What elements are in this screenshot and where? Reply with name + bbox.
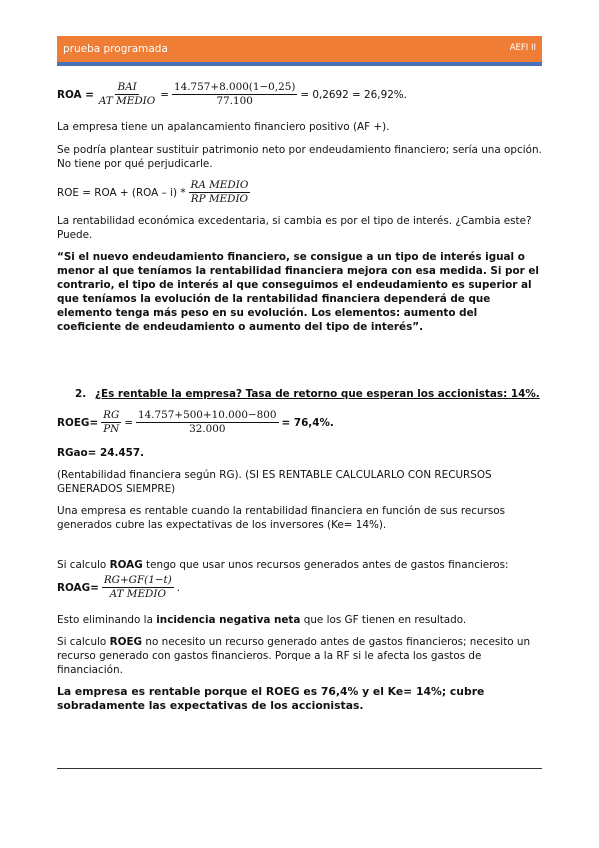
equals-sign: = [160,88,169,101]
roa-result: = 0,2692 = 26,92%. [300,88,407,101]
quote-paragraph: “Si el nuevo endeudamiento financiero, se consigue a un tipo de interés igual o menor al que teníamos la rentabilidad financiera mejora con esa medida. Si por el contrario, el tipo de interés al que conseguimos el endeudamiento es superior al que teníamos la evolución de la rentabilidad financiera dependerá de que elemento tenga más peso en su evolución. Los elementos: aumento del coeficiente de endeudamiento o aumento del tipo de interés”. [57,251,539,333]
fraction-numerator: 14.757+8.000(1−0,25) [174,81,296,93]
roag-end: . [176,581,181,594]
header-accent-bar [57,62,542,66]
equals-sign: = [124,416,134,429]
paragraph-empresa-rentable: Una empresa es rentable cuando la rentabilidad financiera en función de sus recursos generados cubre las expectativas de los inversores (Ke= 14%). [57,505,506,531]
paragraph-rentabilidad: La rentabilidad económica excedentaria, si cambia es por el tipo de interés. ¿Cambia este? Puede. [57,215,532,241]
fraction-denominator: 77.100 [216,95,253,107]
conclusion-paragraph: La empresa es rentable porque el ROEG es 76,4% y el Ke= 14%; cubre sobradamente las expectativas de los accionistas. [57,685,485,712]
header-title: prueba programada [63,43,168,55]
roa-formula [57,81,542,108]
fraction-denominator: 32.000 [189,423,226,435]
section-number: 2. [75,388,87,400]
roe-text: ROE = ROA + (ROA – i) * [57,186,186,199]
section-title: ¿Es rentable la empresa? Tasa de retorno que esperan los accionistas: 14%. [95,388,540,400]
roeg-fraction-2 [136,409,279,436]
paragraph-apalancamiento: La empresa tiene un apalancamiento financiero positivo (AF +). [57,121,390,133]
roeg-fraction-1 [101,409,121,436]
fraction-numerator: RG [103,409,120,421]
fraction-numerator: BAI [117,81,137,93]
paragraph-rg-note: (Rentabilidad financiera según RG). (SI ES RENTABLE CALCULARLO CON RECURSOS GENERADOS SIEMPRE) [57,469,492,495]
fraction-numerator: RA MEDIO [190,179,249,191]
roa-fraction-1 [97,81,157,108]
roeg-label: ROEG= [57,416,99,429]
footer-divider [57,768,542,769]
roeg-result: = 76,4%. [281,416,334,429]
paragraph-eliminando: Esto eliminando la incidencia negativa neta que los GF tienen en resultado. [57,614,467,626]
roag-formula [57,574,542,601]
header-course-code: AEFI II [509,43,536,53]
section-2-heading [57,387,542,401]
roe-formula [57,179,542,206]
fraction-denominator: PN [103,423,120,435]
document-body [57,78,542,713]
roag-label: ROAG= [57,581,99,594]
rgao-value: RGao= 24.457. [57,447,145,459]
roag-fraction [102,574,174,601]
paragraph-sustituir: Se podría plantear sustituir patrimonio neto por endeudamiento financiero; sería una opción. No tiene por qué perjudicarle. [57,144,542,170]
fraction-denominator: AT MEDIO [109,588,166,600]
paragraph-roeg: Si calculo ROEG no necesito un recurso generado antes de gastos financieros; necesito un recurso generado con gastos financieros. Porque a la RF si le afecta los gastos de financiación. [57,636,531,676]
roa-fraction-2 [172,81,297,108]
fraction-denominator: AT MEDIO [98,95,156,107]
paragraph-roag: Si calculo ROAG tengo que usar unos recursos generados antes de gastos financieros: [57,559,509,571]
fraction-numerator: 14.757+500+10.000−800 [138,409,277,421]
roe-fraction [189,179,251,206]
roa-label: ROA = [57,88,94,101]
roeg-formula [57,409,542,436]
fraction-numerator: RG+GF(1−t) [103,574,172,586]
page-header [57,36,542,62]
fraction-denominator: RP MEDIO [190,193,249,205]
